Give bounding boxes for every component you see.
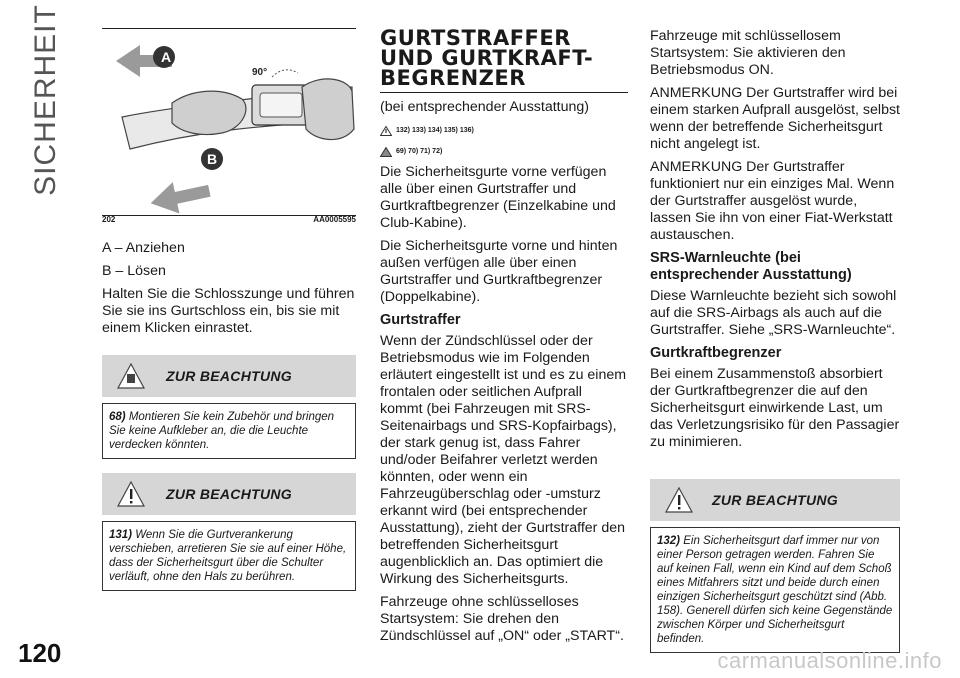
paragraph: Fahrzeuge ohne schlüsselloses Startsystem: Sie drehen den Zündschlüssel auf „ON“ oder „START“. (380, 594, 624, 644)
seat-warning-icon (116, 362, 146, 390)
paragraph: ANMERKUNG Der Gurtstraffer funktioniert nur ein einziges Mal. Wenn der Gurtstraffer ausgelöst wurde, lassen Sie ihn von einer Fiat-Werkstatt austauschen. (650, 159, 895, 243)
column-middle (380, 28, 628, 651)
legend-b: B – Lösen (102, 263, 166, 279)
warning-number: 68) (109, 411, 126, 423)
seatbelt-illustration (102, 29, 356, 215)
warning-title: ZUR BEACHTUNG (711, 491, 838, 508)
section-tab-label: SICHERHEIT (29, 4, 62, 196)
caution-triangle-icon (380, 147, 392, 157)
exclamation-warning-icon (116, 480, 146, 508)
warning-number: 131) (109, 529, 133, 541)
paragraph: Die Sicherheitsgurte vorne und hinten außen verfügen alle über einen Gurtstraffer und Gurtkraftbegrenzer (Doppelkabine). (380, 238, 618, 305)
warning-body (102, 403, 356, 459)
warning-title: ZUR BEACHTUNG (165, 485, 292, 502)
figure-code: AA0005595 (313, 215, 356, 224)
angle-label: 90° (252, 67, 268, 78)
warning-body (102, 521, 356, 591)
column-right (650, 28, 900, 653)
watermark: carmanualsonline.info (717, 648, 942, 673)
warning-title: ZUR BEACHTUNG (165, 367, 292, 384)
label-a: A (160, 49, 172, 65)
warning-header (102, 473, 356, 515)
paragraph: Die Sicherheitsgurte vorne verfügen alle über einen Gurtstraffer und Gurtkraftbegrenzer (Einzelkabine und Club-Kabine). (380, 164, 616, 231)
column-left (102, 28, 356, 591)
exclamation-warning-icon (664, 486, 694, 514)
warning-header (650, 479, 900, 521)
warning-body (650, 527, 900, 653)
figure-seatbelt (102, 28, 356, 224)
caution-refs: 69) 70) 71) 72) (380, 143, 628, 160)
label-b: B (206, 151, 218, 167)
warning-text: Wenn Sie die Gurtverankerung verschieben, arretieren Sie sie auf einer Höhe, dass der Sicherheitsgurt über die Schulter verläuft, ohne den Hals zu berühren. (109, 529, 347, 583)
warning-triangle-icon (380, 126, 392, 136)
warning-refs: 132) 133) 134) 135) 136) (380, 122, 628, 139)
paragraph: Diese Warnleuchte bezieht sich sowohl auf die SRS-Airbags als auch auf die Gurtstraffer. Siehe „SRS-Warnleuchte“. (650, 288, 897, 338)
subtitle: (bei entsprechender Ausstattung) (380, 99, 590, 115)
paragraph: Bei einem Zusammenstoß absorbiert der Gurtkraftbegrenzer die auf den Sicherheitsgurt einwirkende Last, um das Verletzungsrisiko für den Passagier zu minimieren. (650, 366, 900, 450)
section-tab (16, 4, 76, 196)
subheading: Gurtkraftbegrenzer (650, 345, 782, 361)
warning-text: Montieren Sie kein Zubehör und bringen Sie keine Aufkleber an, die die Leuchte verdecken könnten. (109, 411, 335, 451)
paragraph: Halten Sie die Schlosszunge und führen Sie sie ins Gurtschloss ein, bis sie mit einem Klicken einrastet. (102, 286, 355, 336)
paragraph: Fahrzeuge mit schlüssellosem Startsystem: Sie aktivieren den Betriebsmodus ON. (650, 28, 846, 78)
legend-a: A – Anziehen (102, 240, 185, 256)
section-title: GURTSTRAFFER UND GURTKRAFT- BEGRENZER (380, 26, 594, 90)
warning-text: Ein Sicherheitsgurt darf immer nur von einer Person getragen werden. Fahren Sie auf keinen Fall, wenn ein Kind auf dem Schoß eines Mitfahrers sitzt und beide durch einen einzigen Sicherheitsgurt geschützt sind (Abb. 158). Generell dürfen sich keine Gegenstände zwischen Körper und Sicherheitsgurt befinden. (657, 535, 893, 645)
page-number: 120 (18, 638, 62, 668)
title-rule (380, 92, 628, 93)
subheading: SRS-Warnleuchte (bei entsprechender Ausstattung) (650, 250, 852, 283)
subheading: Gurtstraffer (380, 312, 461, 328)
warning-number: 132) (657, 535, 681, 547)
paragraph: ANMERKUNG Der Gurtstraffer wird bei einem starken Aufprall ausgelöst, selbst wenn der betreffende Sicherheitsgurt nicht angelegt ist. (650, 85, 900, 152)
paragraph: Wenn der Zündschlüssel oder der Betriebsmodus wie im Folgenden erläutert eingestellt ist und es zu einem frontalen oder seitlichen Aufprall kommt (bei Fahrzeugen mit SRS-Seitenairbags und SRS-Kopfairbags), der stark genug ist, dass Fahrer und/oder Beifahrer verletzt werden könnten, oder wenn ein Fahrzeugüberschlag oder -umsturz erkannt wird (bei entsprechender Ausstattung), zieht der Gurtstraffer den betreffenden Sicherheitsgurt augenblicklich an. Das optimiert die Wirkung des Sicherheitsgurts. (380, 333, 627, 587)
warning-header (102, 355, 356, 397)
figure-number: 202 (102, 215, 116, 224)
